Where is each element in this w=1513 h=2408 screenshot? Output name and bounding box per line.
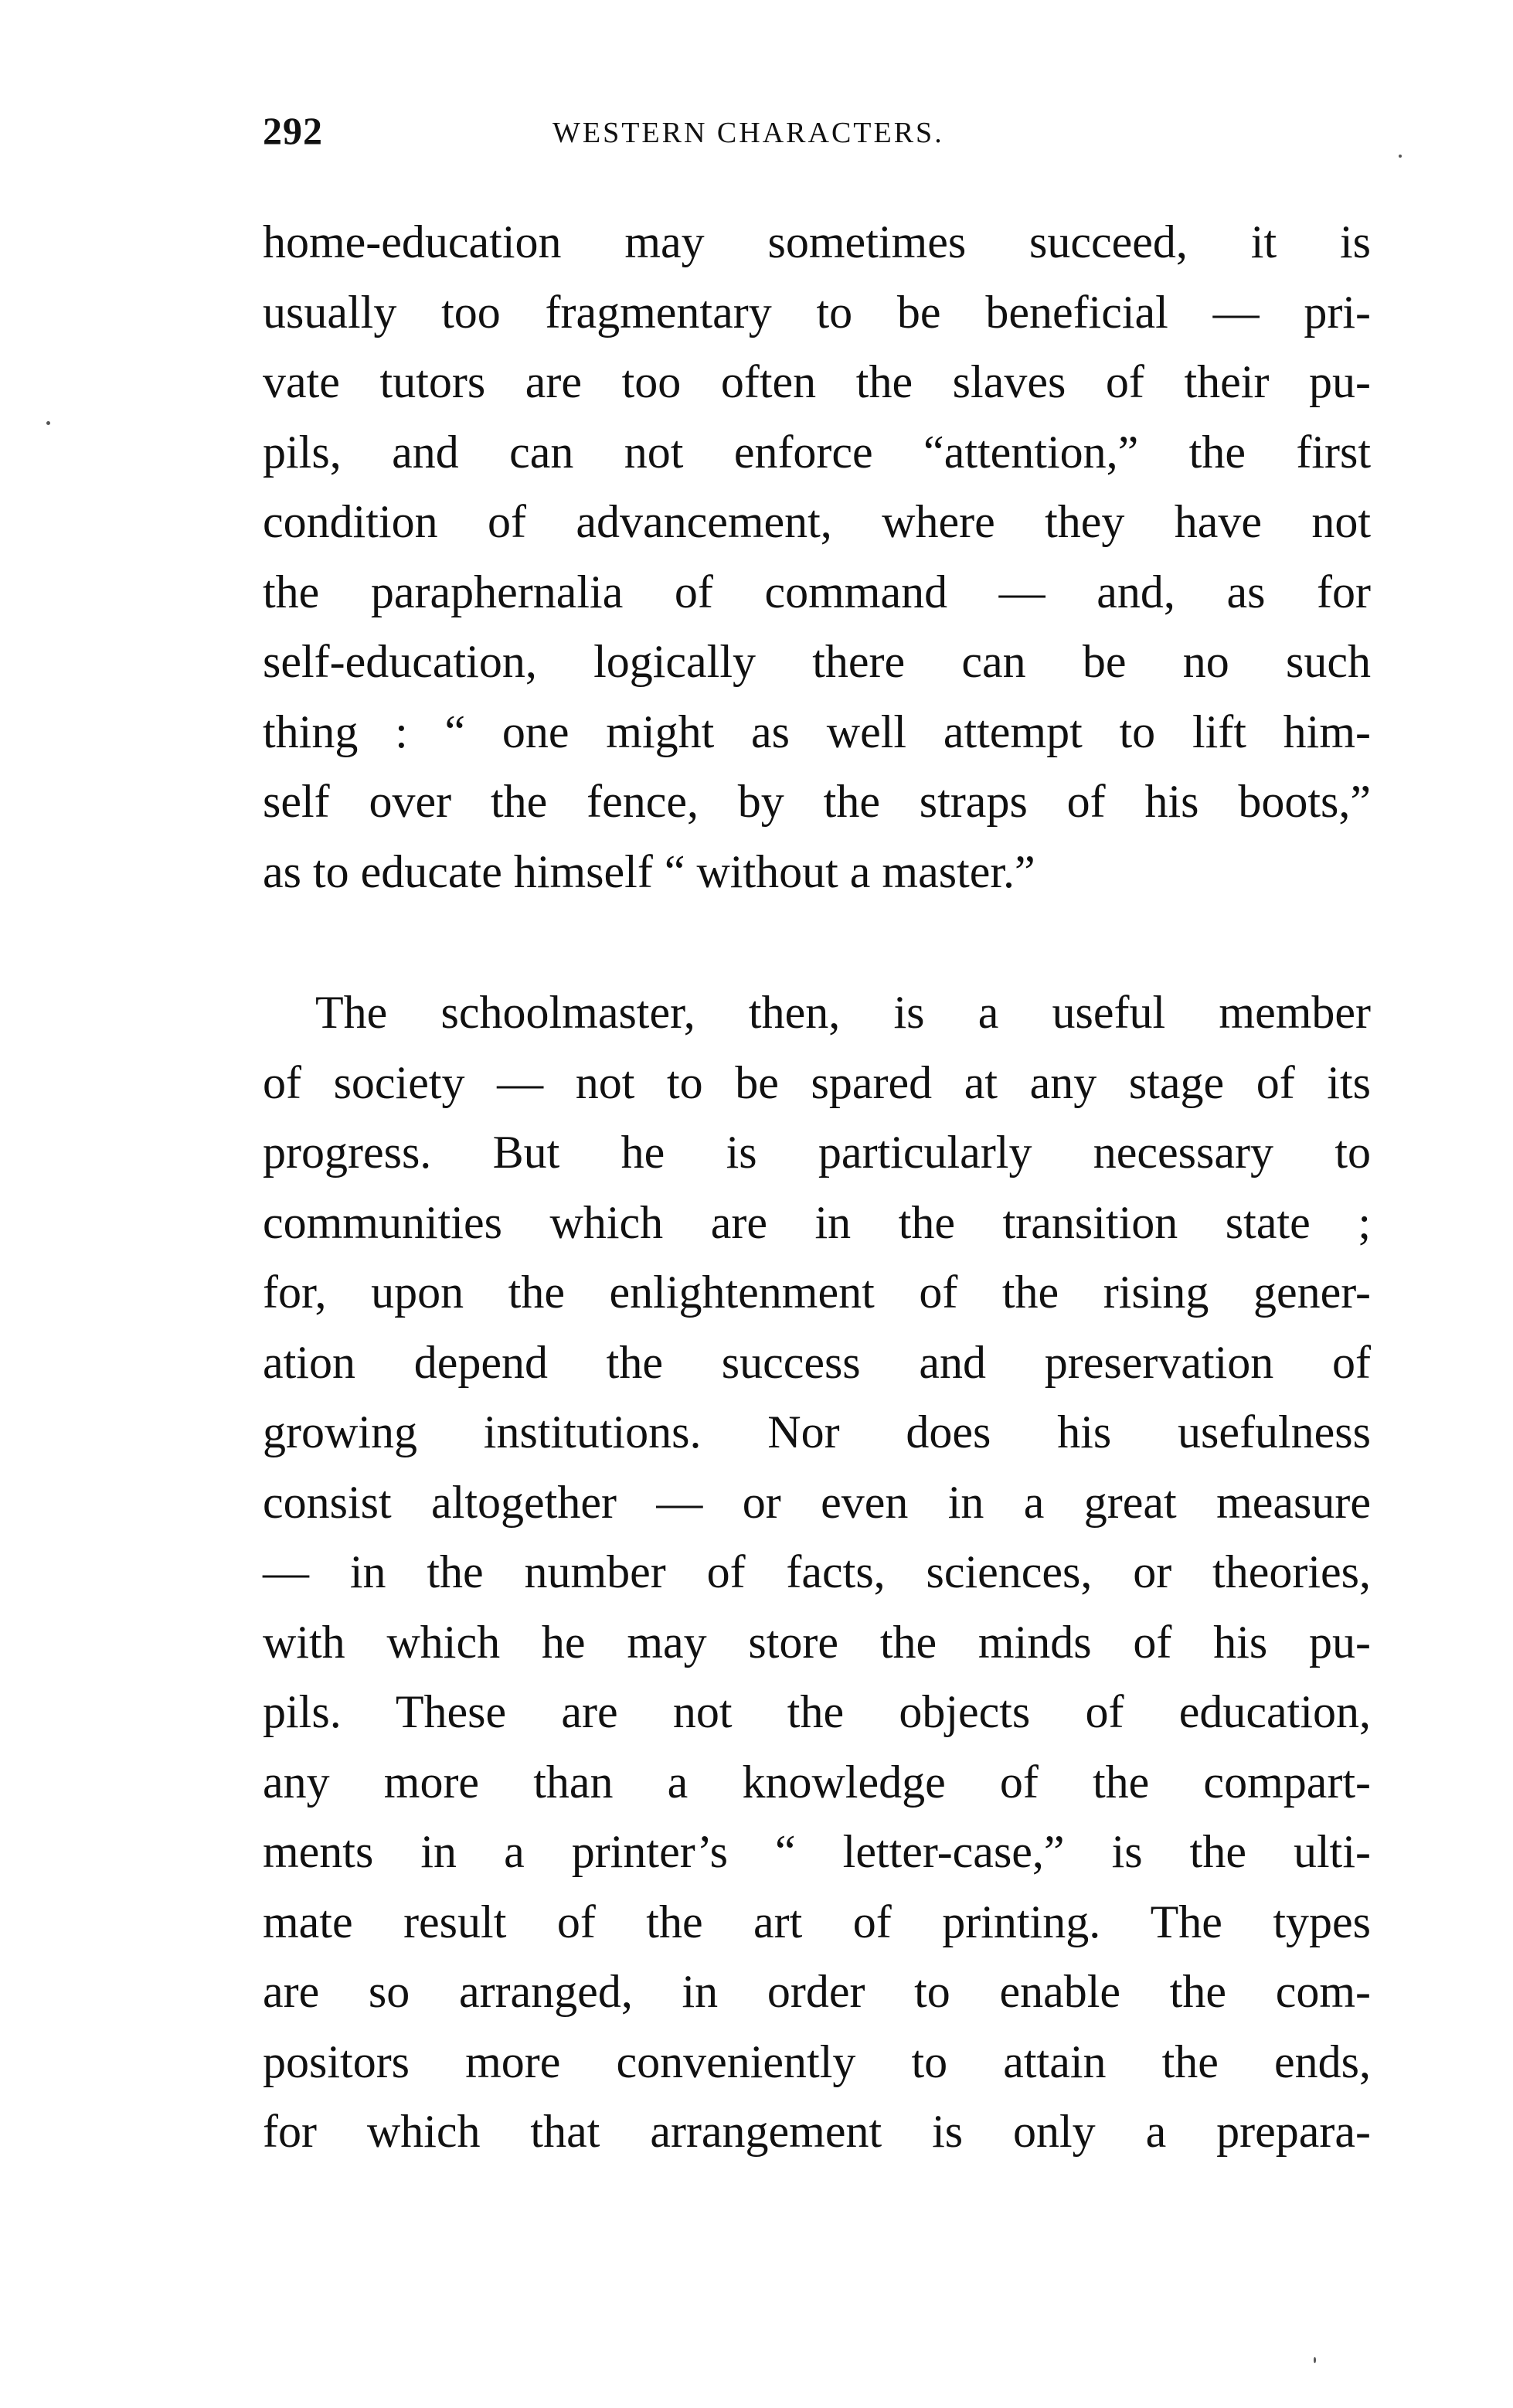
text-line: with which he may store the minds of his pu- <box>263 1616 1371 1668</box>
scan-speck <box>1314 2357 1316 2363</box>
text-line: for, upon the enlightenment of the rising gener- <box>263 1267 1371 1318</box>
text-line: the paraphernalia of command — and, as for <box>263 566 1371 617</box>
text-line: thing : “ one might as well attempt to lift him- <box>263 706 1371 757</box>
text-line: ments in a printer’s “ letter-case,” is the ulti- <box>263 1826 1371 1877</box>
scan-speck <box>1399 155 1402 158</box>
text-line: are so arranged, in order to enable the com- <box>263 1966 1371 2017</box>
page-number: 292 <box>263 109 323 152</box>
text-line: communities which are in the transition state ; <box>263 1196 1371 1248</box>
text-line: vate tutors are too often the slaves of their pu- <box>263 356 1371 407</box>
text-line: mate result of the art of printing. The types <box>263 1896 1371 1947</box>
text-line: any more than a knowledge of the compart- <box>263 1756 1371 1808</box>
text-line: growing institutions. Nor does his usefulness <box>263 1406 1371 1457</box>
text-line: progress. But he is particularly necessary to <box>263 1127 1371 1178</box>
text-line: ation depend the success and preservation of <box>263 1336 1371 1388</box>
text-line: self over the fence, by the straps of his boots,” <box>263 776 1371 827</box>
text-line: consist altogether — or even in a great measure <box>263 1476 1371 1528</box>
text-line: pils. These are not the objects of education, <box>263 1686 1371 1737</box>
text-line: — in the number of facts, sciences, or theories, <box>263 1546 1371 1597</box>
body-text <box>263 207 1371 2167</box>
text-line: for which that arrangement is only a prepara- <box>263 2106 1371 2157</box>
page-header <box>263 108 1368 162</box>
paragraph-2 <box>263 978 1371 2167</box>
text-line: home-education may sometimes succeed, it is <box>263 216 1371 267</box>
paragraph-1 <box>263 207 1371 906</box>
scan-speck <box>46 421 50 425</box>
running-title: WESTERN CHARACTERS. <box>552 117 944 149</box>
text-line: pils, and can not enforce “attention,” the first <box>263 426 1371 478</box>
text-line: as to educate himself “ without a master.” <box>263 845 1035 897</box>
text-line: positors more conveniently to attain the ends, <box>263 2036 1371 2087</box>
text-line: self-education, logically there can be no such <box>263 636 1371 687</box>
text-line: usually too fragmentary to be beneficial — pri- <box>263 286 1371 338</box>
text-line: of society — not to be spared at any stage of its <box>263 1056 1371 1108</box>
paragraph-gap <box>263 906 1371 978</box>
text-line: The schoolmaster, then, is a useful member <box>315 987 1371 1038</box>
text-line: condition of advancement, where they have not <box>263 496 1371 547</box>
